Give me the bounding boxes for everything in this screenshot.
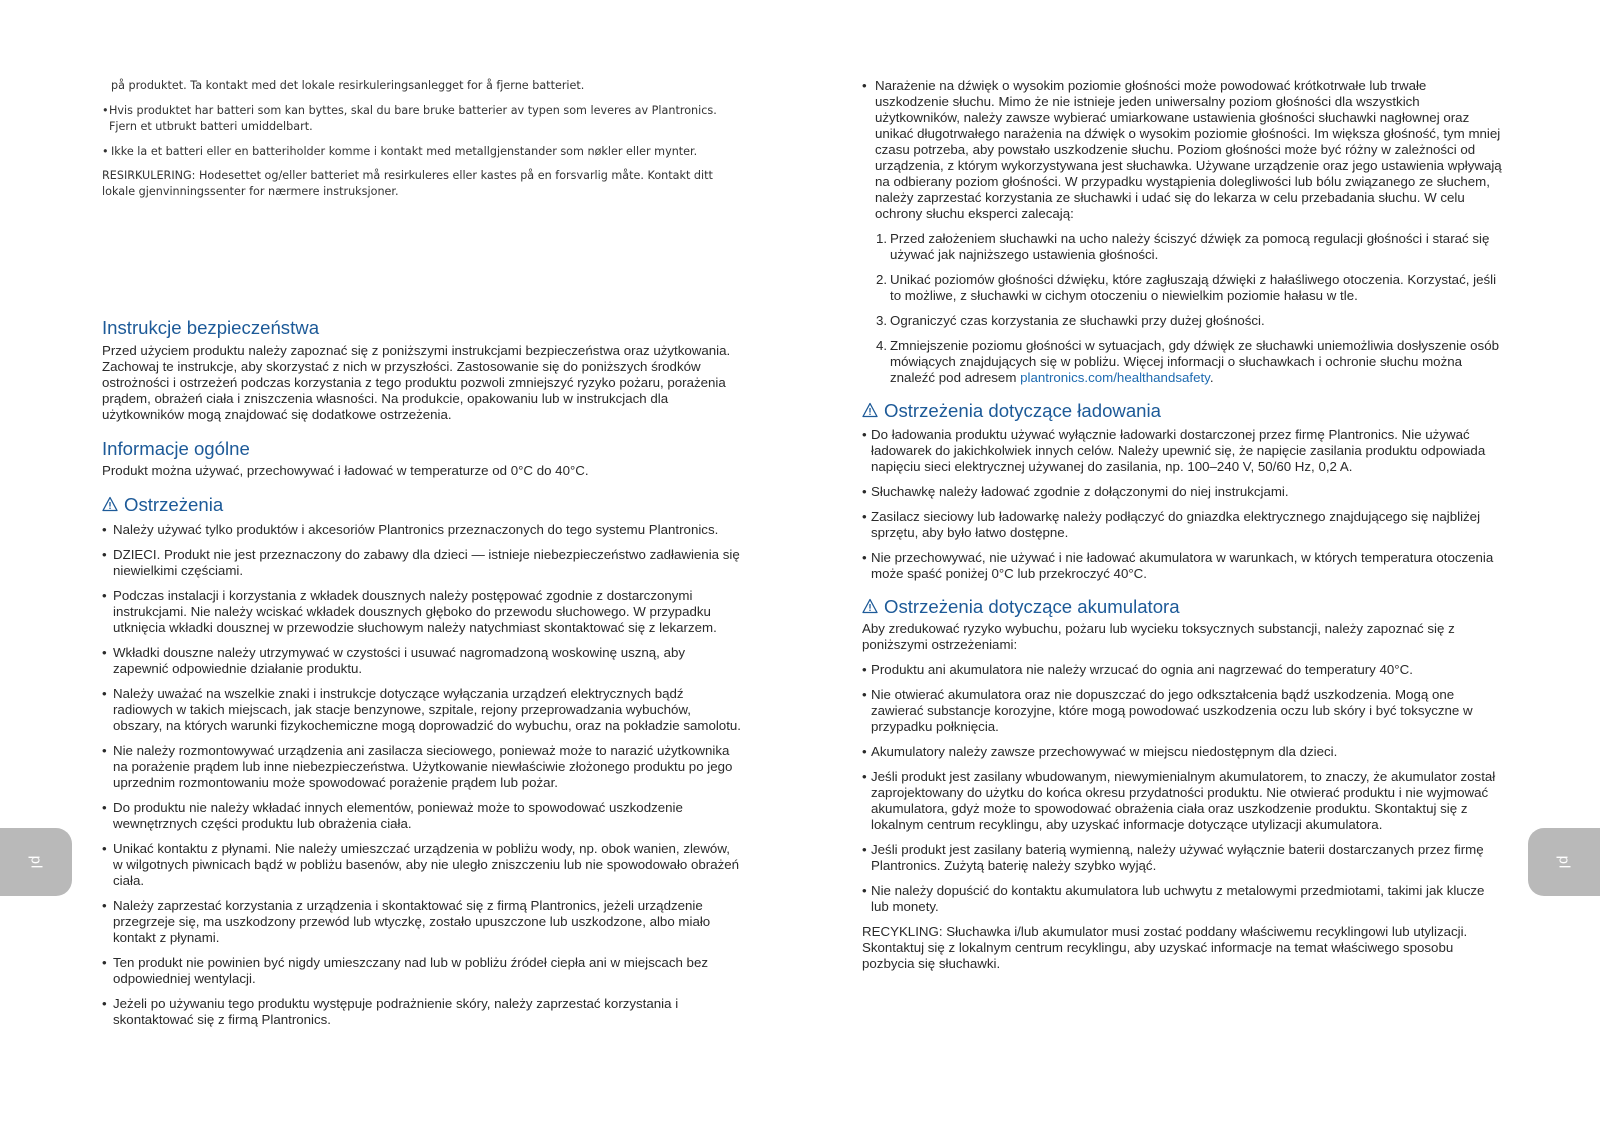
warnings-title: Ostrzeżenia [124, 494, 224, 515]
warnings-heading [102, 494, 742, 516]
battery-title: Ostrzeżenia dotyczące akumulatora [884, 596, 1180, 617]
safety-intro: Przed użyciem produktu należy zapoznać się z poniższymi instrukcjami bezpieczeństwa oraz użytkowania. Zachowaj te instrukcje, aby skorzystać z nich w przyszłości. Zastosowanie się do poniższych środków ostrożności i ostrzeżeń podczas korzystania z tego produktu pozwoli zmniejszyć ryzyko pożaru, porażenia prądem, obrażeń ciała i zniszczenia własności. Na produkcie, opakowaniu lub w instrukcjach dla użytkowników mogą znajdować się dodatkowe ostrzeżenia. [102, 343, 731, 422]
step-number: 4. [876, 338, 888, 353]
list-item: • Zasilacz sieciowy lub ładowarkę należy podłączyć do gniazdka elektrycznego znajdującego się najbliżej sprzętu, aby było łatwo dostępne. [862, 509, 1502, 541]
step-text: Unikać poziomów głośności dźwięku, które zagłuszają dźwięki z hałaśliwego otoczenia. Korzystać, jeśli to możliwe, z słuchawki w cichym otoczeniu o niewielkim poziomie hałasu w tle. [890, 272, 1497, 303]
list-item [862, 231, 1502, 263]
general-title: Informacje ogólne [102, 438, 250, 459]
health-safety-link[interactable]: plantronics.com/healthandsafety [1020, 370, 1210, 385]
norwegian-continuation: på produktet. Ta kontakt med det lokale resirkuleringsanlegget for å fjerne batteriet. [111, 79, 585, 92]
charging-list [862, 427, 1502, 582]
list-item: • Do produktu nie należy wkładać innych elementów, ponieważ może to spowodować uszkodzenie wewnętrznych części produktu lub obrażenia ciała. [102, 800, 742, 832]
list-item: • Jeżeli po używaniu tego produktu występuje podrażnienie skóry, należy zaprzestać korzystania i skontaktować się z firmą Plantronics. [102, 996, 742, 1028]
norwegian-item-text: Ikke la et batteri eller en batteriholder komme i kontakt med metallgjenstander som nøkler eller mynter. [111, 145, 698, 158]
left-column [102, 78, 742, 1028]
list-item: • Unikać kontaktu z płynami. Nie należy umieszczać urządzenia w pobliżu wody, np. obok wanien, zlewów, w wilgotnych piwnicach bądź w pobliżu basenów, aby nie uległo zniszczeniu lub nie spowodowało obrażeń ciała. [102, 841, 742, 889]
right-column [862, 78, 1502, 972]
hearing-steps [862, 231, 1502, 386]
norwegian-section [102, 78, 742, 200]
list-item: • Należy uważać na wszelkie znaki i instrukcje dotyczące wyłączania urządzeń elektrycznych bądź radiowych w takich miejscach, jak stacje benzynowe, szpitale, rejony przeprowadzania wybuchów, obszary, na których warunki fizykochemiczne mogą doprowadzić do wybuchu, oraz na pokładzie samolotu. [102, 686, 742, 734]
charging-title: Ostrzeżenia dotyczące ładowania [884, 400, 1161, 421]
norwegian-item: • Hvis produktet har batteri som kan byttes, skal du bare bruke batterier av typen som leveres av Plantronics. Fjern et utbrukt batteri umiddelbart. [102, 103, 742, 135]
list-item: • Akumulatory należy zawsze przechowywać w miejscu niedostępnym dla dzieci. [862, 744, 1502, 760]
step-number: 1. [876, 231, 888, 246]
list-item: • Nie otwierać akumulatora oraz nie dopuszczać do jego odkształcenia bądź uszkodzenia. Mogą one zawierać substancje korozyjne, które mogą powodować uszkodzenia oczu lub skóry i być toksyczne w przypadku połknięcia. [862, 687, 1502, 735]
list-item: • DZIECI. Produkt nie jest przeznaczony do zabawy dla dzieci — istnieje niebezpieczeństwo zadławienia się niewielkimi częściami. [102, 547, 742, 579]
list-item: • Produktu ani akumulatora nie należy wrzucać do ognia ani nagrzewać do temperatury 40°C. [862, 662, 1502, 678]
step-number: 2. [876, 272, 888, 287]
list-item: • Nie należy dopuścić do kontaktu akumulatora lub uchwytu z metalowymi przedmiotami, takimi jak klucze lub monety. [862, 883, 1502, 915]
hearing-list [862, 78, 1502, 222]
list-item: • Do ładowania produktu używać wyłącznie ładowarki dostarczonej przez firmę Plantronics. Nie używać ładowarek do jakichkolwiek innych celów. Należy upewnić się, że napięcie zasilania produktu odpowiada napięciu sieci elektrycznej używanej do zasilania, np. 100–240 V, 50/60 Hz, 0,2 A. [862, 427, 1502, 475]
link-suffix: . [1209, 370, 1214, 385]
language-tab-right [1528, 828, 1600, 896]
step-number: 3. [876, 313, 888, 328]
step-text: Zmniejszenie poziomu głośności w sytuacjach, gdy dźwięk ze słuchawki uniemożliwia dosłyszenie osób mówiących znajdujących się w pobliżu. Więcej informacji o słuchawkach i ochronie słuchu można znaleźć pod adresem [890, 338, 1499, 385]
safety-title: Instrukcje bezpieczeństwa [102, 317, 320, 338]
warning-triangle-icon [862, 598, 878, 614]
list-item [862, 313, 1502, 329]
list-item: • Ten produkt nie powinien być nigdy umieszczany nad lub w pobliżu źródeł ciepła ani w miejscach bez odpowiedniej wentylacji. [102, 955, 742, 987]
charging-heading [862, 400, 1502, 422]
step-text: Przed założeniem słuchawki na ucho należy ściszyć dźwięk za pomocą regulacji głośności i starać się używać jak najniższego ustawienia głośności. [890, 231, 1490, 262]
warnings-list [102, 522, 742, 1028]
language-tab-left [0, 828, 72, 896]
list-item: • Należy używać tylko produktów i akcesoriów Plantronics przeznaczonych do tego systemu Plantronics. [102, 522, 742, 538]
battery-intro: Aby zredukować ryzyko wybuchu, pożaru lub wycieku toksycznych substancji, należy zapoznać się z poniższymi ostrzeżeniami: [862, 621, 1455, 652]
norwegian-item: • Ikke la et batteri eller en batteriholder komme i kontakt med metallgjenstander som nøkler eller mynter. [102, 145, 698, 158]
warning-triangle-icon [102, 496, 118, 512]
norwegian-recycling: RESIRKULERING: Hodesettet og/eller batteriet må resirkuleres eller kastes på en forsvarlig måte. Kontakt ditt lokale gjenvinningssenter for nærmere instruksjoner. [102, 169, 713, 198]
list-item: • Należy zaprzestać korzystania z urządzenia i skontaktować się z firmą Plantronics, jeżeli urządzenie przegrzeje się, ma uszkodzony przewód lub wtyczkę, zostało upuszczone lub uszkodzone, albo miało kontakt z płynami. [102, 898, 742, 946]
list-item: • Nie należy rozmontowywać urządzenia ani zasilacza sieciowego, ponieważ może to narazić użytkownika na porażenie prądem lub inne niebezpieczeństwa. Użytkowanie niewłaściwie złożonego produktu po jego uprzednim rozmontowaniu może spowodować porażenie prądem lub pożar. [102, 743, 742, 791]
general-text: Produkt można używać, przechowywać i ładować w temperaturze od 0°C do 40°C. [102, 463, 589, 478]
list-item: • Słuchawkę należy ładować zgodnie z dołączonymi do niej instrukcjami. [862, 484, 1502, 500]
list-item: • Jeśli produkt jest zasilany baterią wymienną, należy używać wyłącznie baterii dostarczanych przez firmę Plantronics. Zużytą baterię należy szybko wyjąć. [862, 842, 1502, 874]
hearing-text: • Narażenie na dźwięk o wysokim poziomie głośności może powodować krótkotrwałe lub trwałe uszkodzenie słuchu. Mimo że nie istnieje jeden uniwersalny poziom głośności dla wszystkich użytkowników, należy zawsze wybierać umiarkowane ustawienia głośności słuchawki nagłownej oraz unikać długotrwałego narażenia na dźwięk o wysokim poziomie głośności. Im większa głośność, tym mniej czasu potrzeba, aby powstało uszkodzenie słuchu. Poziom głośności może być różny w zależności od urządzenia, z którym wykorzystywana jest słuchawka. Używane urządzenie oraz jego ustawienia wpływają na odbierany poziom głośności. W przypadku wystąpienia dolegliwości lub bólu związanego ze słuchem, należy zaprzestać korzystania ze słuchawki i udać się do lekarza w celu przebadania słuchu. W celu ochrony słuchu eksperci zalecają: [862, 78, 1502, 222]
list-item [862, 272, 1502, 304]
language-tab-label: pl [1555, 855, 1573, 869]
step-text: Ograniczyć czas korzystania ze słuchawki przy dużej głośności. [890, 313, 1265, 328]
norwegian-item-text: Hvis produktet har batteri som kan byttes, skal du bare bruke batterier av typen som leveres av Plantronics. Fjern et utbrukt batteri umiddelbart. [108, 104, 717, 133]
warning-triangle-icon [862, 402, 878, 418]
list-item: • Podczas instalacji i korzystania z wkładek dousznych należy postępować zgodnie z dostarczonymi instrukcjami. Nie należy wciskać wkładek dousznych głęboko do przewodu słuchowego. W przypadku utknięcia wkładki dousznej w przewodzie słuchowym należy natychmiast skontaktować się z lekarzem. [102, 588, 742, 636]
language-tab-label: pl [27, 855, 45, 869]
battery-heading [862, 596, 1502, 618]
battery-list [862, 662, 1502, 915]
list-item: • Wkładki douszne należy utrzymywać w czystości i usuwać nagromadzoną woskowinę uszną, aby zapewnić odpowiednie działanie produktu. [102, 645, 742, 677]
list-item: • Nie przechowywać, nie używać i nie ładować akumulatora w warunkach, w których temperatura otoczenia może spaść poniżej 0°C lub przekroczyć 40°C. [862, 550, 1502, 582]
list-item: • Jeśli produkt jest zasilany wbudowanym, niewymienialnym akumulatorem, to znaczy, że akumulator został zaprojektowany do użytku do końca okresu przydatności produktu. Nie otwierać produktu i nie wyjmować akumulatora, gdyż może to spowodować obrażenia ciała oraz uszkodzenie produktu. Skontaktuj się z lokalnym centrum recyklingu, aby uzyskać informacje dotyczące utylizacji akumulatora. [862, 769, 1502, 833]
list-item [862, 338, 1502, 386]
battery-recycling: RECYKLING: Słuchawka i/lub akumulator musi zostać poddany właściwemu recyklingowi lub utylizacji. Skontaktuj się z lokalnym centrum recyklingu, aby uzyskać informacje na temat właściwego sposobu pozbycia się słuchawki. [862, 924, 1468, 971]
